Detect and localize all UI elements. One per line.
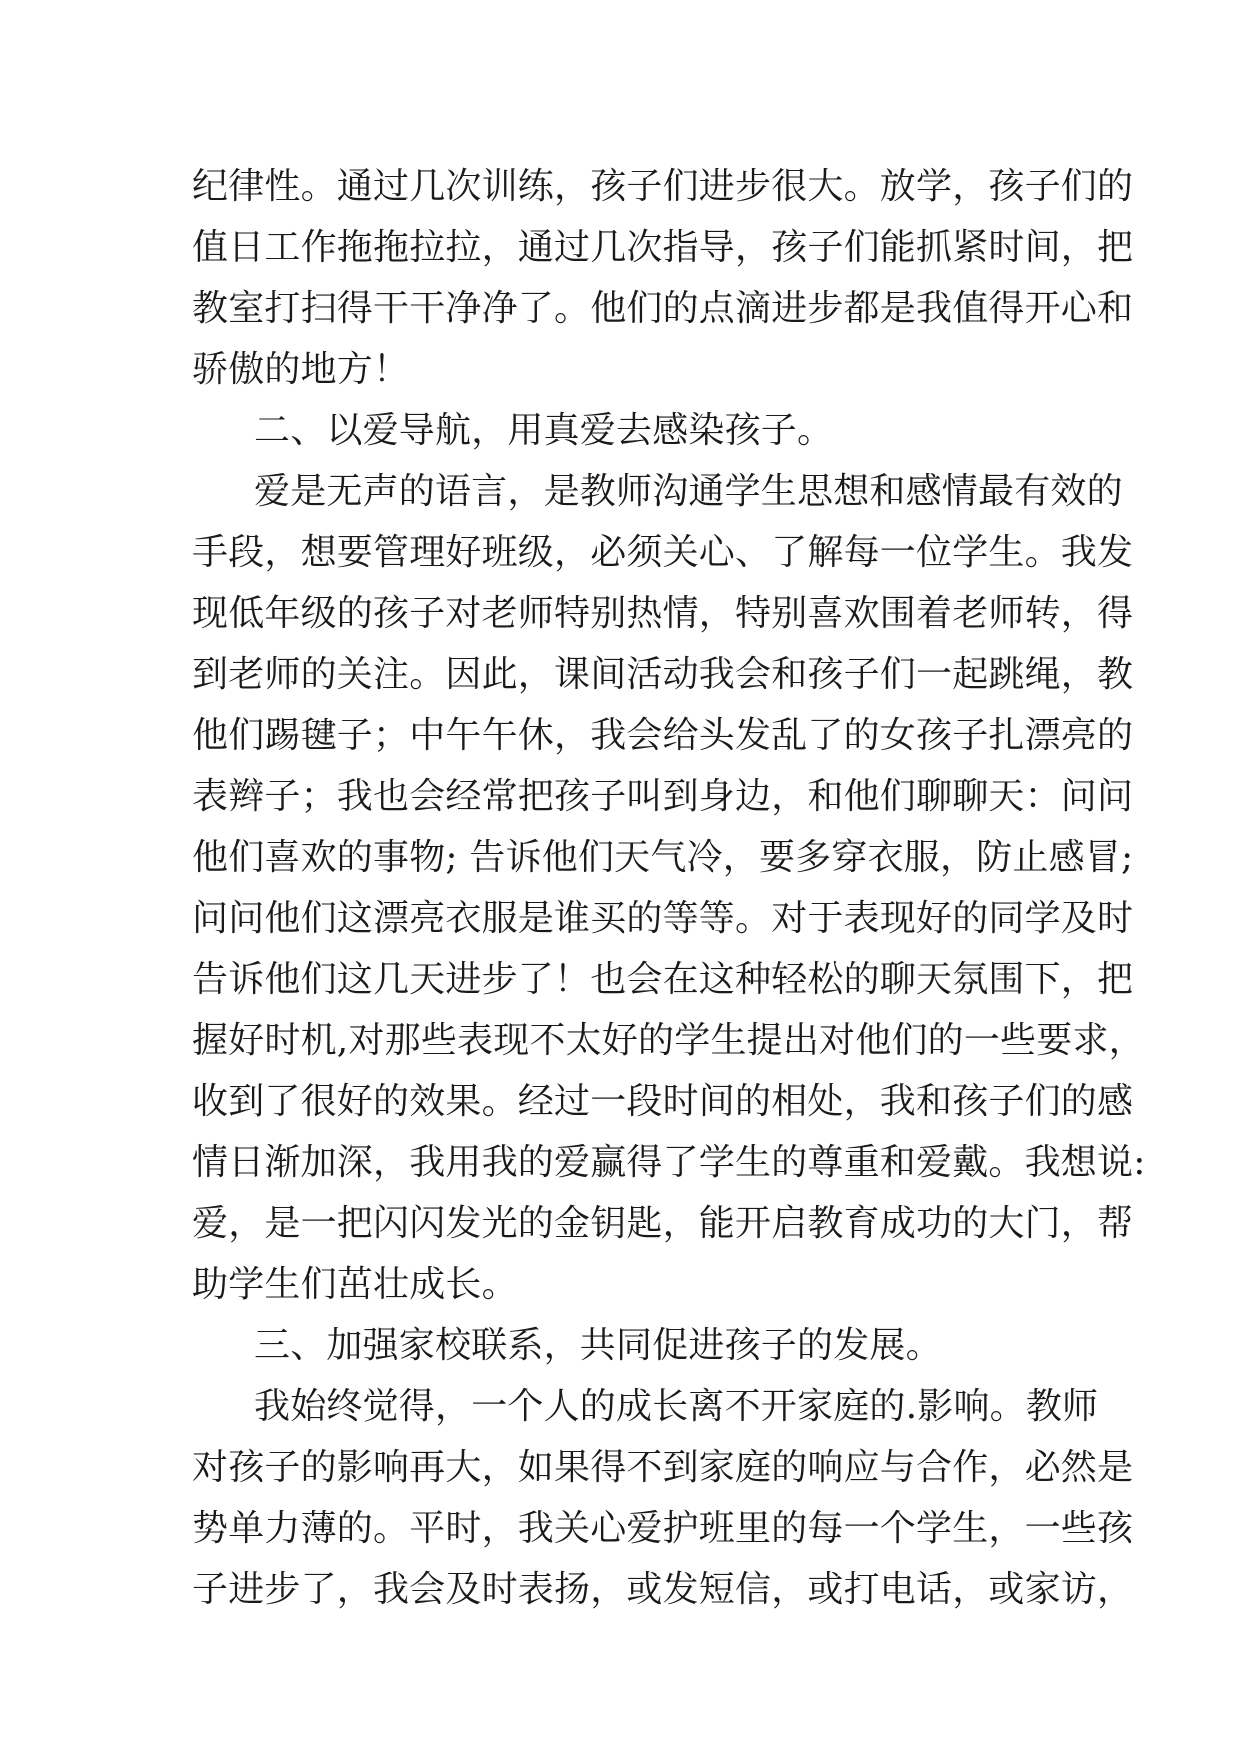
text-line: 爱，是一把闪闪发光的金钥匙，能开启教育成功的大门，帮	[192, 1203, 1134, 1244]
text-line: 骄傲的地方！	[192, 349, 410, 390]
text-line: 二、以爱导航，用真爱去感染孩子。	[254, 410, 834, 451]
text-line: 纪律性。通过几次训练，孩子们进步很大。放学，孩子们的	[192, 166, 1134, 207]
document-body	[192, 156, 1146, 1620]
text-line: 他们踢毽子；中午午休，我会给头发乱了的女孩子扎漂亮的	[192, 715, 1134, 756]
text-line: 值日工作拖拖拉拉，通过几次指导，孩子们能抓紧时间，把	[192, 227, 1134, 268]
text-line: 助学生们茁壮成长。	[192, 1264, 518, 1305]
text-line: 子进步了，我会及时表扬，或发短信，或打电话，或家访，	[192, 1569, 1134, 1610]
text-line: 势单力薄的。平时，我关心爱护班里的每一个学生，一些孩	[192, 1508, 1134, 1549]
text-line: 收到了很好的效果。经过一段时间的相处，我和孩子们的感	[192, 1081, 1134, 1122]
text-line: 爱是无声的语言，是教师沟通学生思想和感情最有效的	[254, 471, 1123, 512]
text-line: 表辫子；我也会经常把孩子叫到身边，和他们聊聊天：问问	[192, 776, 1134, 817]
text-line: 教室打扫得干干净净了。他们的点滴进步都是我值得开心和	[192, 288, 1134, 329]
text-line: 对孩子的影响再大，如果得不到家庭的响应与合作，必然是	[192, 1447, 1134, 1488]
text-line: 问问他们这漂亮衣服是谁买的等等。对于表现好的同学及时	[192, 898, 1134, 939]
text-line: 情日渐加深，我用我的爱赢得了学生的尊重和爱戴。我想说:	[192, 1142, 1146, 1183]
text-line: 到老师的关注。因此，课间活动我会和孩子们一起跳绳，教	[192, 654, 1134, 695]
text-line: 现低年级的孩子对老师特别热情，特别喜欢围着老师转，得	[192, 593, 1134, 634]
text-line: 三、加强家校联系，共同促进孩子的发展。	[254, 1325, 942, 1366]
text-line: 我始终觉得，一个人的成长离不开家庭的.影响。教师	[254, 1386, 1099, 1427]
text-line: 告诉他们这几天进步了！也会在这种轻松的聊天氛围下，把	[192, 959, 1134, 1000]
text-line: 握好时机,对那些表现不太好的学生提出对他们的一些要求，	[192, 1020, 1145, 1061]
text-line: 手段，想要管理好班级，必须关心、了解每一位学生。我发	[192, 532, 1134, 573]
text-line: 他们喜欢的事物; 告诉他们天气冷，要多穿衣服，防止感冒;	[192, 837, 1134, 878]
